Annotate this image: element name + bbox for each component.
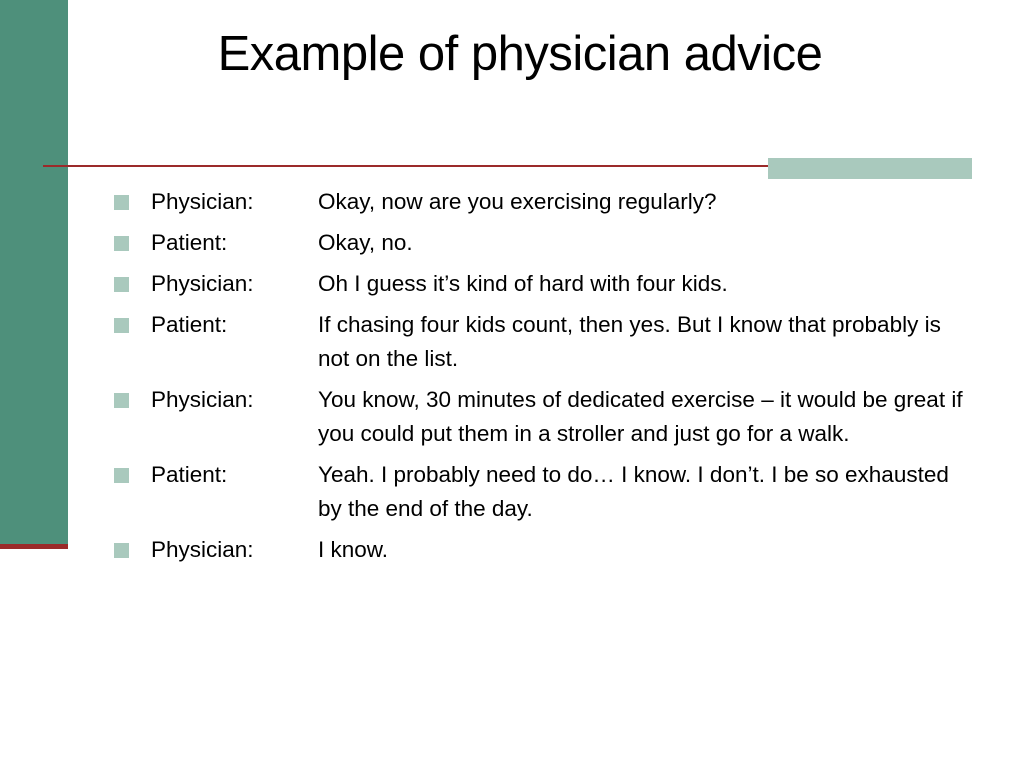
speaker-label: Patient: [151,462,228,487]
dialogue-turn [114,185,974,219]
square-bullet-icon [114,236,129,251]
dialogue-turn [114,458,974,526]
slide-title: Example of physician advice [217,27,823,81]
square-bullet-icon [114,195,129,210]
speaker-label: Physician: [151,537,254,562]
dialogue-turn [114,267,974,301]
utterance-text: Okay, now are you exercising regularly? [318,189,717,214]
square-bullet-icon [114,393,129,408]
accent-block [768,158,972,179]
dialogue-turn [114,308,974,376]
square-bullet-icon [114,318,129,333]
dialogue-turn [114,226,974,260]
decorative-sidebar [0,0,68,544]
dialogue-list [114,185,974,574]
utterance-text: Yeah. I probably need to do… I know. I don’t. I be so exhausted by the end of the day. [318,462,949,521]
speaker-label: Physician: [151,271,254,296]
square-bullet-icon [114,468,129,483]
dialogue-turn [114,383,974,451]
square-bullet-icon [114,277,129,292]
speaker-label: Physician: [151,387,254,412]
speaker-label: Physician: [151,189,254,214]
speaker-label: Patient: [151,230,228,255]
utterance-text: Oh I guess it’s kind of hard with four kids. [318,271,728,296]
utterance-text: If chasing four kids count, then yes. But I know that probably is not on the list. [318,312,941,371]
dialogue-turn [114,533,974,567]
speaker-label: Patient: [151,312,228,337]
square-bullet-icon [114,543,129,558]
utterance-text: I know. [318,537,389,562]
utterance-text: You know, 30 minutes of dedicated exercise – it would be great if you could put them in a stroller and just go for a walk. [318,387,963,446]
sidebar-rule [0,544,68,549]
utterance-text: Okay, no. [318,230,413,255]
